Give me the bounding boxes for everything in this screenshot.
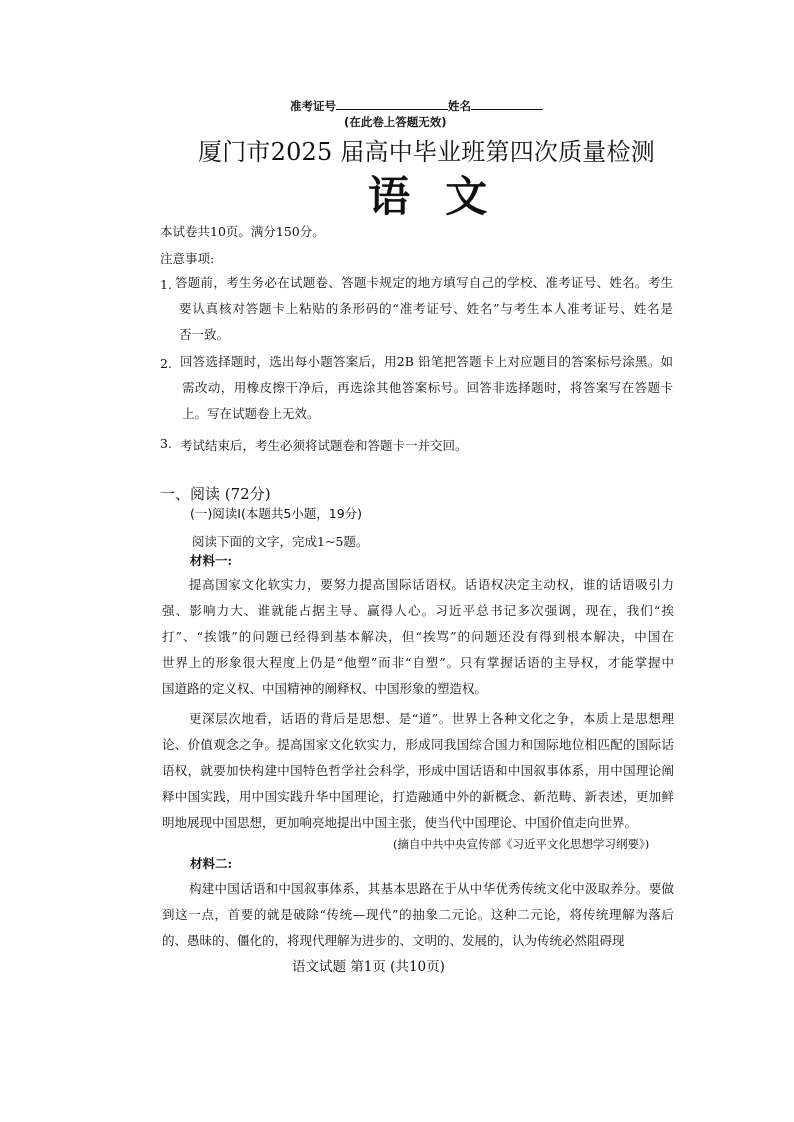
rule-line: 需改动，用橡皮擦干净后，再选涂其他答案标号。回答非选择题时，将答案写在答题卡 bbox=[182, 380, 673, 395]
text-line: 更深层次地看，话语的背后是思想、是“道”。世界上各种文化之争，本质上是思想理 bbox=[189, 711, 674, 726]
rule-number: 3. bbox=[160, 436, 172, 451]
rule-item bbox=[180, 349, 673, 427]
material-label: 材料二: bbox=[190, 856, 233, 871]
rule-line: 回答选择题时，选出每小题答案后，用2B 铅笔把答题卡上对应题目的答案标号涂黑。如 bbox=[180, 354, 673, 369]
section-heading: 一、阅读 (72分) bbox=[160, 485, 271, 503]
exam-title: 厦门市2025 届高中毕业班第四次质量检测 bbox=[198, 138, 655, 166]
rule-item bbox=[175, 270, 673, 348]
text-line: 的、愚昧的、僵化的，将现代理解为进步的、文明的、发展的，认为传统必然阻碍现 bbox=[162, 933, 625, 948]
name-blank bbox=[471, 99, 543, 110]
page-count-text: 本试卷共10页。满分150分。 bbox=[160, 224, 325, 239]
answer-invalid-note: (在此卷上答题无效) bbox=[344, 115, 447, 129]
rule-number: 2. bbox=[160, 356, 172, 371]
material-paragraph bbox=[162, 706, 674, 836]
instruction-text: 阅读下面的文字，完成1~5题。 bbox=[192, 534, 369, 549]
text-line: 语权，就要加快构建中国特色哲学社会科学，形成中国话语和中国叙事体系，用中国理论阐 bbox=[162, 763, 674, 778]
rule-line: 上。写在试题卷上无效。 bbox=[182, 406, 320, 421]
subsection-heading: (一)阅读Ⅰ(本题共5小题，19分) bbox=[190, 506, 363, 521]
source-citation: (摘自中共中央宣传部《习近平文化思想学习纲要》) bbox=[393, 837, 650, 851]
text-line: 构建中国话语和中国叙事体系，其基本思路在于从中华优秀传统文化中汲取养分。要做 bbox=[189, 881, 674, 896]
rule-line: 否一致。 bbox=[179, 327, 230, 342]
exam-id-field bbox=[290, 98, 543, 114]
page-footer: 语文试题 第1页 (共10页) bbox=[292, 959, 445, 975]
rule-number: 1. bbox=[160, 277, 172, 292]
text-line: 释中国实践，用中国实践升华中国理论，打造融通中外的新概念、新范畴、新表述，更加鲜 bbox=[162, 789, 674, 804]
text-line: 到这一点，首要的就是破除“传统—现代”的抽象二元论。这种二元论，将传统理解为落后 bbox=[162, 907, 674, 922]
subject-title: 语 文 bbox=[368, 172, 490, 221]
text-line: 明地展现中国思想，更加响亮地提出中国主张，使当代中国理论、中国价值走向世界。 bbox=[162, 815, 638, 830]
text-line: 强、影响力大、谁就能占据主导、赢得人心。习近平总书记多次强调，现在，我们“挨 bbox=[162, 603, 674, 618]
rule-line: 要认真核对答题卡上粘贴的条形码的“准考证号、姓名”与考生本人准考证号、姓名是 bbox=[179, 301, 673, 316]
exam-id-label: 准考证号 bbox=[290, 99, 336, 113]
rule-line: 答题前，考生务必在试题卷、答题卡规定的地方填写自己的学校、准考证号、姓名。考生 bbox=[175, 275, 673, 290]
text-line: 世界上的形象很大程度上仍是“他塑”而非“自塑”。只有掌握话语的主导权，才能掌握中 bbox=[162, 655, 674, 670]
material-label: 材料一: bbox=[190, 553, 233, 568]
notice-heading: 注意事项: bbox=[160, 251, 215, 266]
name-label: 姓名 bbox=[448, 99, 471, 113]
material-paragraph bbox=[162, 876, 674, 954]
text-line: 打”、“挨饿”的问题已经得到基本解决，但“挨骂”的问题还没有得到根本解决，中国在 bbox=[162, 629, 674, 644]
text-line: 论、价值观念之争。提高国家文化软实力，形成同我国综合国力和国际地位相匹配的国际话 bbox=[162, 737, 674, 752]
text-line: 国道路的定义权、中国精神的阐释权、中国形象的塑造权。 bbox=[162, 681, 488, 696]
exam-id-blank bbox=[336, 99, 448, 110]
text-line: 提高国家文化软实力，要努力提高国际话语权。话语权决定主动权，谁的话语吸引力 bbox=[189, 577, 674, 592]
material-paragraph bbox=[162, 572, 674, 702]
rule-line: 考试结束后，考生必须将试题卷和答题卡一并交回。 bbox=[180, 438, 468, 453]
